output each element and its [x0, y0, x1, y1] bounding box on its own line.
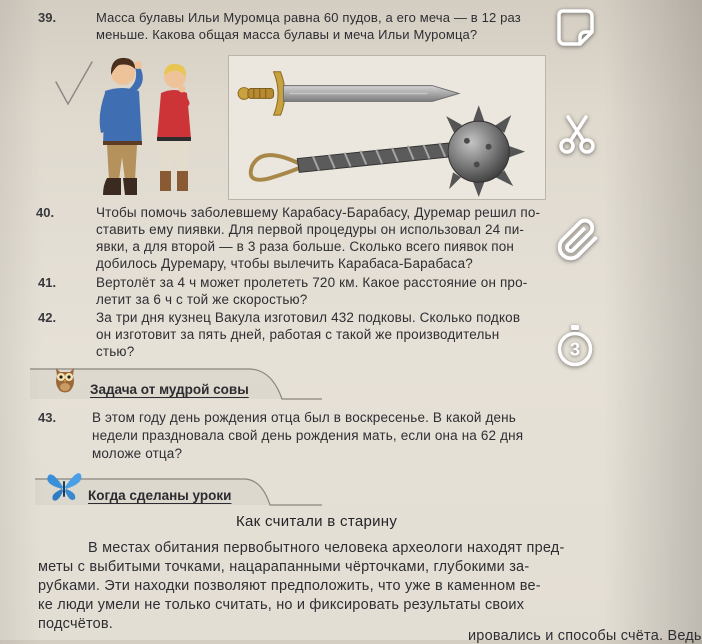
exercise-43-line: недели праздновала свой день рождения мать, если она на 62 дня: [92, 428, 524, 443]
exercise-41-line: Вертолёт за 4 ч может пролететь 720 км. Какое расстояние он про-: [96, 275, 528, 290]
lessons-section-title: Когда сделаны уроки: [88, 488, 232, 503]
exercise-40-number: 40.: [36, 205, 55, 220]
history-line: подсчётов.: [38, 616, 114, 632]
paperclip-button[interactable]: [556, 218, 600, 262]
sticker-button[interactable]: [554, 6, 598, 50]
owl-icon: [52, 362, 78, 394]
exercise-43-number: 43.: [38, 410, 57, 425]
exercise-39-number: 39.: [38, 10, 57, 25]
exercise-40-line: добилось Дуремару, чтобы вылечить Карабаса-Барабаса?: [96, 256, 473, 271]
scissors-icon: [555, 113, 599, 157]
exercise-40-line: явки, а для второй — в 3 раза больше. Сколько всего пиявок пон: [96, 239, 514, 254]
history-line: В местах обитания первобытного человека археологи находят пред-: [88, 540, 565, 556]
exercise-41-line: летит за 6 ч с той же скоростью?: [96, 292, 308, 307]
sticker-icon: [554, 6, 598, 50]
history-line: рубками. Эти находки позволяют предположить, что уже в каменном ве-: [38, 578, 541, 594]
exercise-42-line: стью?: [96, 344, 135, 359]
exercise-43-line: В этом году день рождения отца был в воскресенье. В какой день: [92, 410, 516, 425]
scissors-button[interactable]: [555, 113, 599, 157]
exercise-42-line: он изготовит за пять дней, работая с такой же производительн: [96, 327, 500, 342]
timer-icon: [553, 324, 597, 368]
exercise-43-line: моложе отца?: [92, 446, 183, 461]
owl-section-title: Задача от мудрой совы: [90, 382, 249, 397]
exercise-41-number: 41.: [38, 275, 57, 290]
exercise-42-number: 42.: [38, 310, 57, 325]
history-line: меты с выбитыми точками, нацарапанными чёрточками, глубокими за-: [38, 559, 530, 575]
exercise-40-line: Чтобы помочь заболевшему Карабасу-Барабасу, Дуремар решил по-: [96, 205, 541, 220]
exercise-42-line: За три дня кузнец Вакула изготовил 432 подковы. Сколько подков: [96, 310, 521, 325]
timer-button[interactable]: [553, 324, 597, 368]
paperclip-icon: [556, 218, 600, 262]
exercise-40-line: ставить ему пиявки. Для первой процедуры он использовал 24 пи-: [96, 222, 525, 237]
history-line-partial: ировались и способы счёта. Ведь: [468, 628, 702, 644]
timer-value: 3: [569, 339, 581, 360]
exercise-39-line: меньше. Какова общая масса булавы и меча Ильи Муромца?: [96, 27, 478, 42]
history-heading: Как считали в старину: [236, 513, 398, 530]
butterfly-icon: [44, 470, 84, 504]
exercise-39-line: Масса булавы Ильи Муромца равна 60 пудов, а его меча — в 12 раз: [96, 10, 521, 25]
history-line: ке люди умели не только считать, но и фиксировать результаты своих: [38, 597, 525, 613]
